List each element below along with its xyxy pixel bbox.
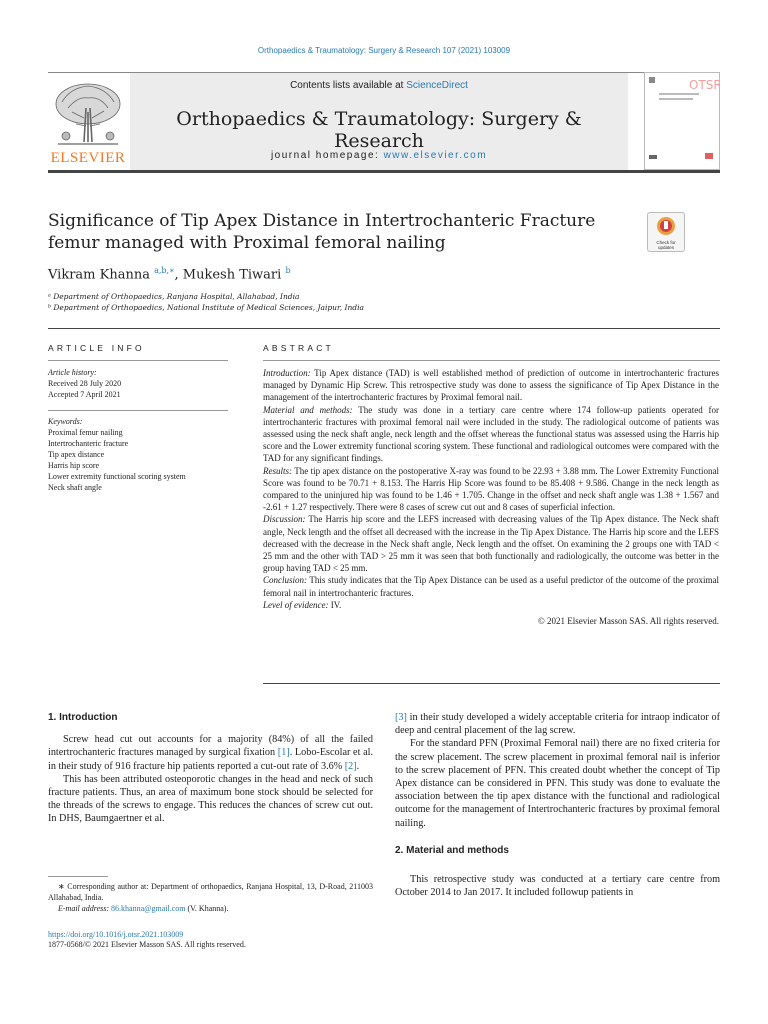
author-separator: , [174, 267, 183, 283]
abstract-conclusion-label: Conclusion: [263, 575, 307, 586]
abstract-intro-label: Introduction: [263, 368, 311, 378]
abstract-introduction [263, 367, 719, 404]
methods-paragraph-1: This retrospective study was conducted at a tertiary care centre from October 2014 to Jan 2017. It included followup patients in [395, 874, 720, 899]
journal-title: Orthopaedics & Traumatology: Surgery & Research [176, 108, 582, 152]
keyword-item: Tip apex distance [48, 450, 105, 459]
email-link[interactable]: 86.khanna@gmail.com [111, 904, 186, 913]
corresponding-author-text: ∗ Corresponding author at: Department of orthopaedics, Ranjana Hospital, 13, D-Road, 211003 Allahabad, India. [48, 882, 373, 902]
intro-paragraph-4: For the standard PFN (Proximal Femoral nail) there are no fixed criteria for the screw placement. The screw placement in proximal femoral nail is inferior to the screw placement of PFN. This created doubt whether the concept of Tip Apex distance can be considered in PFN. This study was done to evaluate the association between the tip apex distance with the functional and radiological outcome for the management of Intertrochanteric fractures by proximal femoral nailing. [395, 738, 721, 829]
keyword-item: Intertrochanteric fracture [48, 439, 129, 448]
affiliation-a: ᵃ Department of Orthopaedics, Ranjana Hospital, Allahabad, India [48, 292, 300, 301]
keyword-item: Harris hip score [48, 461, 100, 470]
text-span: Screw head cut out accounts for a majority (84%) of all the failed intertrochanteric fractures managed by surgical fixation [48, 734, 373, 759]
abstract-methods [263, 404, 719, 465]
text-span: in their study developed a widely acceptable criteria for intraop indicator of deep and central placement of the lag screw. [395, 712, 720, 737]
journal-homepage-line [130, 150, 628, 161]
section-heading-methods: 2. Material and methods [395, 844, 509, 856]
footnote-rule [48, 876, 108, 877]
doi-text[interactable]: https://doi.org/10.1016/j.otsr.2021.103009 [48, 930, 184, 939]
corresponding-author-footnote [48, 881, 373, 914]
author-list [48, 266, 291, 282]
homepage-prefix: journal homepage: [270, 150, 384, 161]
history-label: Article history: [48, 368, 97, 377]
intro-paragraph-3 [395, 711, 720, 737]
intro-paragraph-2: This has been attributed osteoporotic changes in the head and neck of such fracture patients. Thus, an area of maximum bone stock should be selected for the threads of the screws to engage. This reduces the chances of screw cut out. In DHS, Baumgaertner et al. [48, 773, 373, 825]
abstract-methods-label: Material and methods: [263, 404, 353, 415]
citation-link[interactable]: [2] [344, 760, 357, 772]
author-name[interactable]: Vikram Khanna [48, 267, 150, 283]
abstract-discussion-text: The Harris hip score and the LEFS increased with decreasing values of the Tip Apex distance. The Neck shaft angle, Neck length and the offset all decreased with the increase in the Tip Apex Distance. The Harris hip score and the LEFS decreased with the decrease in the Neck shaft angle, Neck length and the offset. On examining the 2 groups one with TAD < 25 mm and the other with TAD > 25 mm it was seen that both functionally and radiologically, the outcome was better in the group having TAD < 25 mm. [263, 514, 719, 574]
abstract-level [263, 599, 719, 611]
author-affil-marker[interactable]: b [285, 266, 291, 275]
text-span: . Lobo-Escolar et al. in their study of 916 fracture hip patients reported a cut-out rate of 3.6% [48, 747, 373, 772]
publisher-name: ELSEVIER [50, 150, 126, 166]
history-rule [48, 410, 228, 411]
received-date: Received 28 July 2020 [48, 379, 122, 388]
affiliation-b: ᵇ Department of Orthopaedics, National Institute of Medical Sciences, Jaipur, India [48, 303, 364, 312]
check-for-updates-button[interactable] [647, 212, 685, 252]
keyword-item: Proximal femur nailing [48, 428, 123, 437]
check-for-updates-line2: updates [657, 245, 674, 250]
abstract-results-label: Results: [263, 465, 292, 476]
citation-link[interactable]: [1] [277, 747, 290, 759]
contents-prefix: Contents lists available at [290, 80, 407, 91]
article-info-rule [48, 360, 228, 361]
abstract-heading: ABSTRACT [263, 343, 334, 353]
abstract-discussion [263, 513, 719, 574]
author-affil-marker[interactable]: a,b,∗ [154, 266, 175, 275]
abstract-methods-text: The study was done in a tertiary care centre where 174 follow-up patients operated for intertrochanteric fractures with proximal femoral nail were included in the study. The radiological outcome of patients was assessed using the neck shaft angle, neck length and the offset whereas the functional status was assessed using the Harris hip score and the Lower extremity functional scoring system. These functional and radiological outcomes were compared with the TAD for any significant findings. [263, 404, 720, 464]
abstract-discussion-label: Discussion: [263, 514, 306, 525]
author-name[interactable]: Mukesh Tiwari [182, 267, 282, 283]
keyword-item: Neck shaft angle [48, 483, 102, 492]
abstract-rule [263, 360, 720, 361]
abstract-end-rule [263, 683, 720, 684]
homepage-link[interactable]: www.elsevier.com [383, 150, 488, 161]
check-for-updates-icon [656, 216, 676, 236]
intro-paragraph-1 [48, 733, 373, 773]
svg-text:OTSR: OTSR [689, 78, 719, 92]
body-left-column [48, 711, 373, 826]
paper-title: Significance of Tip Apex Distance in Intertrochanteric Fracture femur managed with Proximal femoral nailing [48, 211, 596, 253]
abstract-intro-text: Tip Apex distance (TAD) is well established method of prediction of outcome in intertrochanteric fractures managed by Dynamic Hip Screw. This retrospective study was done to assess the significance of Tip Apex Distance in the management of the intertrochanteric fractures by Proximal femoral nail. [263, 368, 719, 403]
abstract-level-label: Level of evidence: [263, 599, 329, 610]
email-line [48, 903, 373, 914]
article-history [48, 367, 228, 400]
abstract-body [263, 367, 719, 627]
accepted-date: Accepted 7 April 2021 [48, 390, 121, 399]
journal-cover-thumbnail [644, 72, 720, 170]
abstract-results [263, 465, 719, 514]
body-right-column [395, 711, 720, 899]
keywords-block [48, 416, 228, 493]
keywords-label: Keywords: [48, 417, 83, 426]
section-divider [48, 328, 720, 329]
abstract-copyright: © 2021 Elsevier Masson SAS. All rights reserved. [537, 616, 719, 627]
citation-link[interactable]: [3] [395, 712, 407, 723]
email-label: E-mail address: [58, 904, 112, 913]
abstract-conclusion [263, 574, 719, 598]
email-suffix: (V. Khanna). [185, 904, 229, 913]
article-info-heading: ARTICLE INFO [48, 343, 145, 353]
contents-lists-line [130, 80, 628, 91]
section-heading-introduction: 1. Introduction [48, 712, 118, 723]
journal-reference[interactable]: Orthopaedics & Traumatology: Surgery & Research 107 (2021) 103009 [257, 46, 511, 55]
abstract-conclusion-text: This study indicates that the Tip Apex Distance can be used as a useful predictor of the outcome of the proximal femoral nail in intertrochanteric fractures. [263, 575, 719, 598]
text-span: . [356, 760, 360, 772]
abstract-level-text: IV. [328, 599, 342, 610]
check-for-updates-line1: Check for [656, 240, 676, 245]
issn-line: 1877-0568/© 2021 Elsevier Masson SAS. All rights reserved. [48, 940, 246, 949]
abstract-results-text: The tip apex distance on the postoperative X-ray was found to be 22.93 + 3.88 mm. The Lower Extremity Functional Score was found to be 70.71 + 8.153. The Harris Hip Score was found to be 85.408 + 9.586. Change in the neck length as compared to the uninjured hip was found to be 1.46 + 1.705. Change in the offset and neck shaft angle was 1.38 + 1.567 and -2.61 + 1.27 respectively. There were 8 cases of screw cut out and 8 cases of superficial infection. [263, 465, 719, 513]
keyword-item: Lower extremity functional scoring system [48, 472, 186, 481]
header-bottom-rule [48, 170, 720, 173]
sciencedirect-link[interactable]: ScienceDirect [406, 80, 468, 91]
